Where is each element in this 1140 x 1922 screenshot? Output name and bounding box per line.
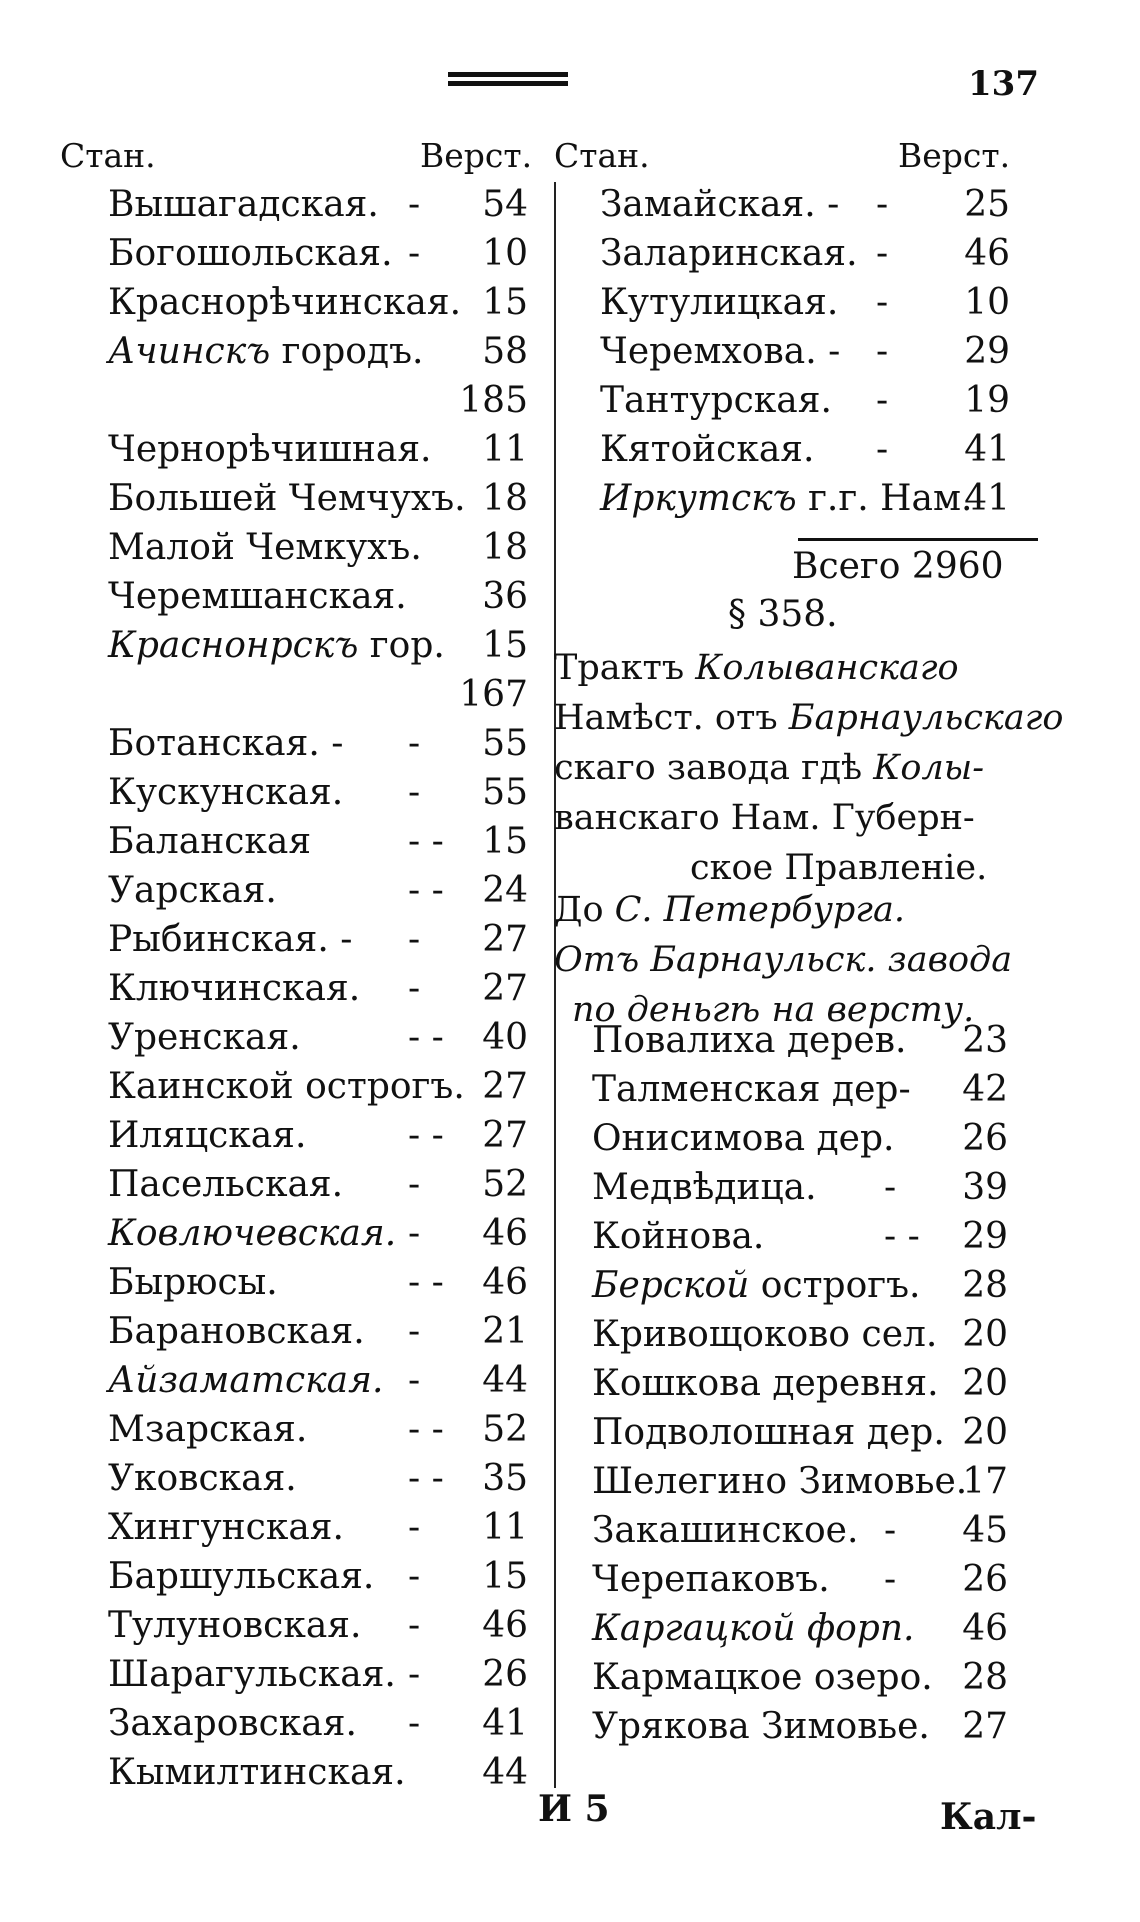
distance-versts: 23 — [962, 1020, 1008, 1061]
station-row — [600, 229, 1010, 278]
station-row — [108, 1552, 528, 1601]
distance-versts: 25 — [964, 184, 1010, 225]
station-row — [108, 180, 528, 229]
left-header-versts: Верст. — [420, 136, 533, 175]
station-name: Каинской острогъ. — [108, 1066, 465, 1107]
station-row — [592, 1114, 1008, 1163]
station-row — [108, 1209, 528, 1258]
station-name: Шарагульская. — [108, 1654, 396, 1695]
leader-dash: - - — [884, 1216, 920, 1257]
station-row — [600, 327, 1010, 376]
distance-versts: 36 — [482, 576, 528, 617]
leader-dash: - - — [408, 1262, 444, 1303]
station-name: Ключинская. — [108, 968, 361, 1009]
station-name: Уарская. — [108, 870, 277, 911]
station-row — [108, 1356, 528, 1405]
distance-versts: 55 — [482, 772, 528, 813]
distance-versts: 39 — [962, 1167, 1008, 1208]
leader-dash: - — [408, 1556, 421, 1597]
leader-dash: - — [876, 184, 889, 225]
leader-dash: - — [408, 1654, 421, 1695]
heading-line: ванскаго Нам. Губерн- — [554, 798, 975, 838]
distance-versts: 58 — [482, 331, 528, 372]
leader-dash: - — [408, 1311, 421, 1352]
catchword: Кал- — [940, 1796, 1037, 1838]
station-row — [108, 964, 528, 1013]
distance-versts: 27 — [482, 919, 528, 960]
station-name: Берской острогъ. — [592, 1265, 921, 1306]
leader-dash: - - — [408, 870, 444, 911]
station-name: Рыбинская. - — [108, 919, 353, 960]
station-name: Черепаковъ. — [592, 1559, 830, 1600]
station-name: Черемхова. - — [600, 331, 841, 372]
distance-versts: 41 — [964, 429, 1010, 470]
station-name: Онисимова дер. — [592, 1118, 895, 1159]
station-name: Кымилтинская. — [108, 1752, 406, 1793]
top-decorative-rule — [448, 72, 568, 86]
station-name: Тантурская. — [600, 380, 832, 421]
leader-dash: - - — [408, 821, 444, 862]
distance-versts: 26 — [962, 1118, 1008, 1159]
leader-dash: - — [408, 919, 421, 960]
station-name: Барановская. — [108, 1311, 365, 1352]
distance-versts: 55 — [482, 723, 528, 764]
station-name: Краснонрскъ гор. — [108, 625, 445, 666]
station-row — [108, 817, 528, 866]
station-name: Иляцская. — [108, 1115, 307, 1156]
station-name: Большей Чемчухъ. — [108, 478, 466, 519]
total-line — [792, 546, 1004, 587]
distance-versts: 40 — [482, 1017, 528, 1058]
leader-dash: - — [876, 282, 889, 323]
distance-versts: 15 — [482, 1556, 528, 1597]
leader-dash: - — [884, 1167, 897, 1208]
leader-dash: - — [408, 723, 421, 764]
leader-dash: - — [876, 380, 889, 421]
station-row — [108, 1160, 528, 1209]
distance-versts: 46 — [482, 1262, 528, 1303]
station-name: Закашинское. — [592, 1510, 859, 1551]
leader-dash: - — [408, 1703, 421, 1744]
distance-versts: 21 — [482, 1311, 528, 1352]
distance-versts: 44 — [482, 1360, 528, 1401]
station-name: Вышагадская. — [108, 184, 379, 225]
station-name: Подволошная дер. — [592, 1412, 945, 1453]
distance-versts: 20 — [962, 1314, 1008, 1355]
distance-versts: 45 — [962, 1510, 1008, 1551]
station-row — [592, 1555, 1008, 1604]
station-name: Ачинскъ городъ. — [108, 331, 424, 372]
right-station-list-top — [600, 180, 1010, 523]
station-name: Богошольская. — [108, 233, 393, 274]
station-row — [108, 1111, 528, 1160]
distance-versts: 46 — [482, 1605, 528, 1646]
station-row — [592, 1506, 1008, 1555]
station-name: Койнова. — [592, 1216, 765, 1257]
station-row — [592, 1310, 1008, 1359]
distance-versts: 46 — [964, 233, 1010, 274]
station-name: Захаровская. — [108, 1703, 357, 1744]
station-name: Урякова Зимовье. — [592, 1706, 930, 1747]
distance-versts: 26 — [482, 1654, 528, 1695]
station-name: Краснорѣчинская. — [108, 282, 462, 323]
total-value: 2960 — [911, 546, 1004, 587]
station-name: Медвѣдица. — [592, 1167, 817, 1208]
left-station-list — [108, 180, 528, 1797]
total-label: Всего — [792, 546, 901, 587]
distance-versts: 27 — [482, 1115, 528, 1156]
right-station-list-bottom — [592, 1016, 1008, 1751]
station-row — [108, 1307, 528, 1356]
station-name: Талменская дер- — [592, 1069, 911, 1110]
distance-versts: 52 — [482, 1164, 528, 1205]
station-name: Пасельская. — [108, 1164, 344, 1205]
station-row — [108, 1699, 528, 1748]
station-row — [108, 278, 528, 327]
station-row — [108, 1013, 528, 1062]
station-row — [108, 915, 528, 964]
distance-versts: 28 — [962, 1265, 1008, 1306]
heading-line: скаго завода гдѣ Колы- — [554, 748, 985, 788]
station-name: Кошкова деревня. — [592, 1363, 939, 1404]
station-name: Заларинская. — [600, 233, 858, 274]
station-name: Айзаматская. — [108, 1360, 384, 1401]
station-row — [600, 425, 1010, 474]
distance-versts: 35 — [482, 1458, 528, 1499]
station-name: Бырюсы. — [108, 1262, 278, 1303]
station-row — [108, 474, 528, 523]
heading-line: Трактъ Колыванскаго — [554, 648, 959, 688]
station-name: Замайская. - — [600, 184, 840, 225]
heading-line: ское Правленіе. — [690, 848, 988, 888]
leader-dash: - — [408, 772, 421, 813]
station-row — [108, 1405, 528, 1454]
station-row — [108, 621, 528, 670]
station-row — [600, 278, 1010, 327]
station-name: Баршульская. — [108, 1556, 375, 1597]
distance-versts: 52 — [482, 1409, 528, 1450]
leader-dash: - - — [408, 1115, 444, 1156]
station-row — [592, 1212, 1008, 1261]
station-name: Уренская. — [108, 1017, 301, 1058]
distance-versts: 11 — [482, 429, 528, 470]
station-name: Ботанская. - — [108, 723, 344, 764]
station-row — [108, 1454, 528, 1503]
distance-versts: 10 — [482, 233, 528, 274]
leader-dash: - — [408, 184, 421, 225]
distance-versts: 41 — [482, 1703, 528, 1744]
station-name: Каргацкой форп. — [592, 1608, 915, 1649]
station-row — [592, 1702, 1008, 1751]
distance-versts: 29 — [962, 1216, 1008, 1257]
distance-versts: 28 — [962, 1657, 1008, 1698]
distance-versts: 167 — [459, 674, 528, 715]
station-name: Повалиха дерев. — [592, 1020, 907, 1061]
leader-dash: - — [408, 233, 421, 274]
distance-versts: 15 — [482, 282, 528, 323]
leader-dash: - - — [408, 1409, 444, 1450]
station-row — [592, 1261, 1008, 1310]
distance-versts: 15 — [482, 821, 528, 862]
leader-dash: - — [884, 1510, 897, 1551]
leader-dash: - — [408, 1605, 421, 1646]
distance-versts: 27 — [482, 968, 528, 1009]
leader-dash: - - — [408, 1458, 444, 1499]
distance-versts: 15 — [482, 625, 528, 666]
total-rule — [798, 538, 1038, 541]
distance-versts: 54 — [482, 184, 528, 225]
station-name: Черемшанская. — [108, 576, 407, 617]
station-row — [592, 1163, 1008, 1212]
station-row — [108, 866, 528, 915]
station-name: Чернорѣчишная. — [108, 429, 432, 470]
station-name: Кривощоково сел. — [592, 1314, 938, 1355]
station-row — [600, 474, 1010, 523]
station-row — [108, 572, 528, 621]
station-row — [592, 1653, 1008, 1702]
station-name: Тулуновская. — [108, 1605, 362, 1646]
station-row — [108, 425, 528, 474]
leader-dash: - — [884, 1559, 897, 1600]
heading-line: Намѣст. отъ Барнаульскаго — [554, 698, 1064, 738]
station-name: Кятойская. — [600, 429, 815, 470]
distance-versts: 24 — [482, 870, 528, 911]
page-number: 137 — [968, 64, 1039, 104]
station-row — [108, 327, 528, 376]
leader-dash: - — [408, 1360, 421, 1401]
leader-dash: - - — [408, 1017, 444, 1058]
leader-dash: - — [408, 1164, 421, 1205]
distance-versts: 26 — [962, 1559, 1008, 1600]
leader-dash: - — [876, 429, 889, 470]
station-row — [108, 1601, 528, 1650]
distance-versts: 42 — [962, 1069, 1008, 1110]
station-name: Шелегино Зимовье. — [592, 1461, 968, 1502]
station-name: Малой Чемкухъ. — [108, 527, 422, 568]
station-row — [600, 376, 1010, 425]
distance-versts: 18 — [482, 527, 528, 568]
station-name: Ковлючевская. — [108, 1213, 397, 1254]
station-row — [592, 1065, 1008, 1114]
station-name: Кутулицкая. — [600, 282, 839, 323]
leader-dash: - — [408, 1507, 421, 1548]
distance-versts: 17 — [962, 1461, 1008, 1502]
distance-versts: 46 — [962, 1608, 1008, 1649]
station-name: Баланская — [108, 821, 312, 862]
station-name: Кармацкое озеро. — [592, 1657, 933, 1698]
distance-versts: 41 — [964, 478, 1010, 519]
distance-versts: 27 — [962, 1706, 1008, 1747]
distance-versts: 18 — [482, 478, 528, 519]
leader-dash: - — [408, 968, 421, 1009]
station-row — [600, 180, 1010, 229]
station-row — [592, 1359, 1008, 1408]
station-row — [592, 1457, 1008, 1506]
distance-versts: 19 — [964, 380, 1010, 421]
section-number: § 358. — [728, 594, 838, 635]
station-row — [108, 1062, 528, 1111]
column-divider — [554, 182, 556, 1788]
distance-versts: 10 — [964, 282, 1010, 323]
distance-versts: 20 — [962, 1363, 1008, 1404]
station-row — [108, 1258, 528, 1307]
station-row — [108, 719, 528, 768]
station-name: Иркутскъ г.г. Нам. — [600, 478, 973, 519]
station-name: Мзарская. — [108, 1409, 308, 1450]
station-row — [108, 1503, 528, 1552]
station-row — [592, 1016, 1008, 1065]
station-row — [108, 229, 528, 278]
right-header-station: Стан. — [554, 136, 650, 175]
station-row — [592, 1604, 1008, 1653]
distance-versts: 29 — [964, 331, 1010, 372]
left-header-station: Стан. — [60, 136, 156, 175]
signature-mark: И 5 — [538, 1788, 610, 1830]
station-row — [592, 1408, 1008, 1457]
distance-versts: 44 — [482, 1752, 528, 1793]
station-row — [108, 670, 528, 719]
station-row — [108, 523, 528, 572]
station-row — [108, 1650, 528, 1699]
distance-versts: 20 — [962, 1412, 1008, 1453]
distance-versts: 46 — [482, 1213, 528, 1254]
station-row — [108, 1748, 528, 1797]
distance-versts: 27 — [482, 1066, 528, 1107]
station-row — [108, 768, 528, 817]
distance-versts: 11 — [482, 1507, 528, 1548]
leader-dash: - — [876, 233, 889, 274]
station-name: Хингунская. — [108, 1507, 344, 1548]
to-line: До С. Петербурга. — [554, 890, 905, 930]
leader-dash: - — [876, 331, 889, 372]
distance-versts: 185 — [459, 380, 528, 421]
from-line: Отъ Барнаульск. завода — [554, 940, 1013, 980]
station-row — [108, 376, 528, 425]
leader-dash: - — [408, 1213, 421, 1254]
station-name: Уковская. — [108, 1458, 297, 1499]
fare-line: по деньгѣ на версту. — [572, 990, 975, 1030]
right-header-versts: Верст. — [898, 136, 1011, 175]
station-name: Кускунская. — [108, 772, 344, 813]
